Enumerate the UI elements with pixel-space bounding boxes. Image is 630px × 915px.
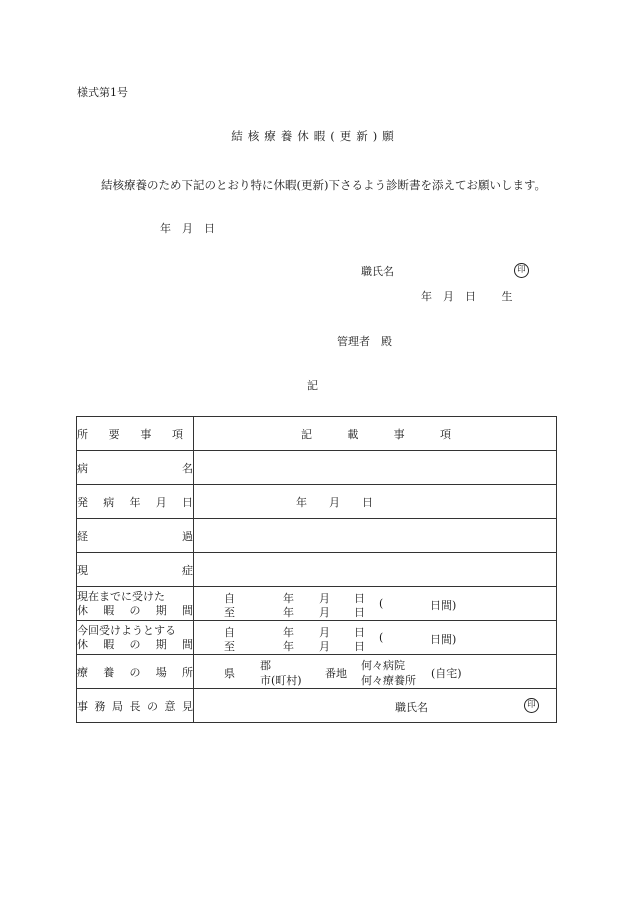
from-label: 自: [224, 626, 235, 639]
day-label: 日: [354, 640, 365, 653]
place-label-cell: 療 養 の 場 所: [77, 655, 194, 689]
day-label: 日: [354, 606, 365, 619]
paren-open: (: [379, 597, 384, 610]
symptom-value-cell[interactable]: [194, 553, 557, 587]
disease-label-cell: 病 名: [77, 451, 194, 485]
symptom-label-cell: 現 症: [77, 553, 194, 587]
table-row-symptom: [77, 553, 557, 587]
header-content-label: 記 載 事 項: [301, 427, 451, 441]
month-label: 月: [319, 606, 330, 619]
table-row-new-leave: [77, 621, 557, 655]
form-number: 様式第1号: [77, 86, 128, 99]
application-table: [76, 416, 557, 723]
table-row-onset: [77, 485, 557, 519]
opinion-value-cell[interactable]: [194, 689, 557, 723]
year-label: 年: [283, 626, 294, 639]
sanatorium-label: 何々療養所: [361, 674, 416, 687]
birth-date-line: 年 月 日 生: [421, 290, 513, 303]
day-label: 日: [354, 592, 365, 605]
table-row-place: [77, 655, 557, 689]
table-header-row: [77, 417, 557, 451]
year-label: 年: [283, 640, 294, 653]
applicant-name-label: 職氏名: [361, 265, 394, 278]
disease-value-cell[interactable]: [194, 451, 557, 485]
course-value-cell[interactable]: [194, 519, 557, 553]
page-title: 結核療養休暇(更新)願: [231, 129, 399, 143]
past-leave-label-line1: 現在までに受けた: [77, 589, 165, 603]
year-label: 年: [283, 606, 294, 619]
table-row-disease: [77, 451, 557, 485]
table-row-past-leave: [77, 587, 557, 621]
prefecture-label: 県: [224, 667, 235, 680]
year-label: 年: [283, 592, 294, 605]
opinion-name-label: 職氏名: [395, 701, 428, 714]
onset-date: 年 月 日: [296, 495, 373, 509]
month-label: 月: [319, 592, 330, 605]
seal-icon: 印: [514, 263, 529, 278]
paren-open: (: [379, 631, 384, 644]
from-label: 自: [224, 592, 235, 605]
to-label: 至: [224, 606, 235, 619]
month-label: 月: [319, 640, 330, 653]
ki-heading: 記: [307, 379, 318, 392]
header-content-cell: [194, 417, 557, 451]
home-label: (自宅): [431, 667, 462, 680]
course-label-cell: 経 過: [77, 519, 194, 553]
request-text: 結核療養のため下記のとおり特に休暇(更新)下さるよう診断書を添えてお願いします。: [101, 178, 547, 192]
table-row-opinion: [77, 689, 557, 723]
onset-value-cell[interactable]: [194, 485, 557, 519]
days-label: 日間): [430, 599, 457, 612]
hospital-label: 何々病院: [361, 659, 405, 672]
place-value-cell[interactable]: [194, 655, 557, 689]
new-leave-label-cell: 今回受けようとする 休 暇 の 期 間: [77, 621, 194, 655]
header-item-label: 所 要 事 項: [77, 427, 183, 441]
days-label: 日間): [430, 633, 457, 646]
new-leave-value-cell[interactable]: [194, 621, 557, 655]
county-label: 郡: [260, 659, 271, 672]
header-item-cell: [77, 417, 194, 451]
application-date: 年 月 日: [160, 222, 215, 235]
table-row-course: [77, 519, 557, 553]
new-leave-label-line1: 今回受けようとする: [77, 623, 176, 637]
to-label: 至: [224, 640, 235, 653]
month-label: 月: [319, 626, 330, 639]
day-label: 日: [354, 626, 365, 639]
addressee: 管理者 殿: [337, 335, 392, 348]
past-leave-value-cell[interactable]: [194, 587, 557, 621]
seal-icon: 印: [524, 698, 539, 713]
opinion-label-cell: 事 務 局 長 の 意 見: [77, 689, 194, 723]
past-leave-label-cell: 現在までに受けた 休 暇 の 期 間: [77, 587, 194, 621]
city-label: 市(町村): [260, 674, 302, 687]
address-label: 番地: [325, 667, 347, 680]
onset-label-cell: 発 病 年 月 日: [77, 485, 194, 519]
